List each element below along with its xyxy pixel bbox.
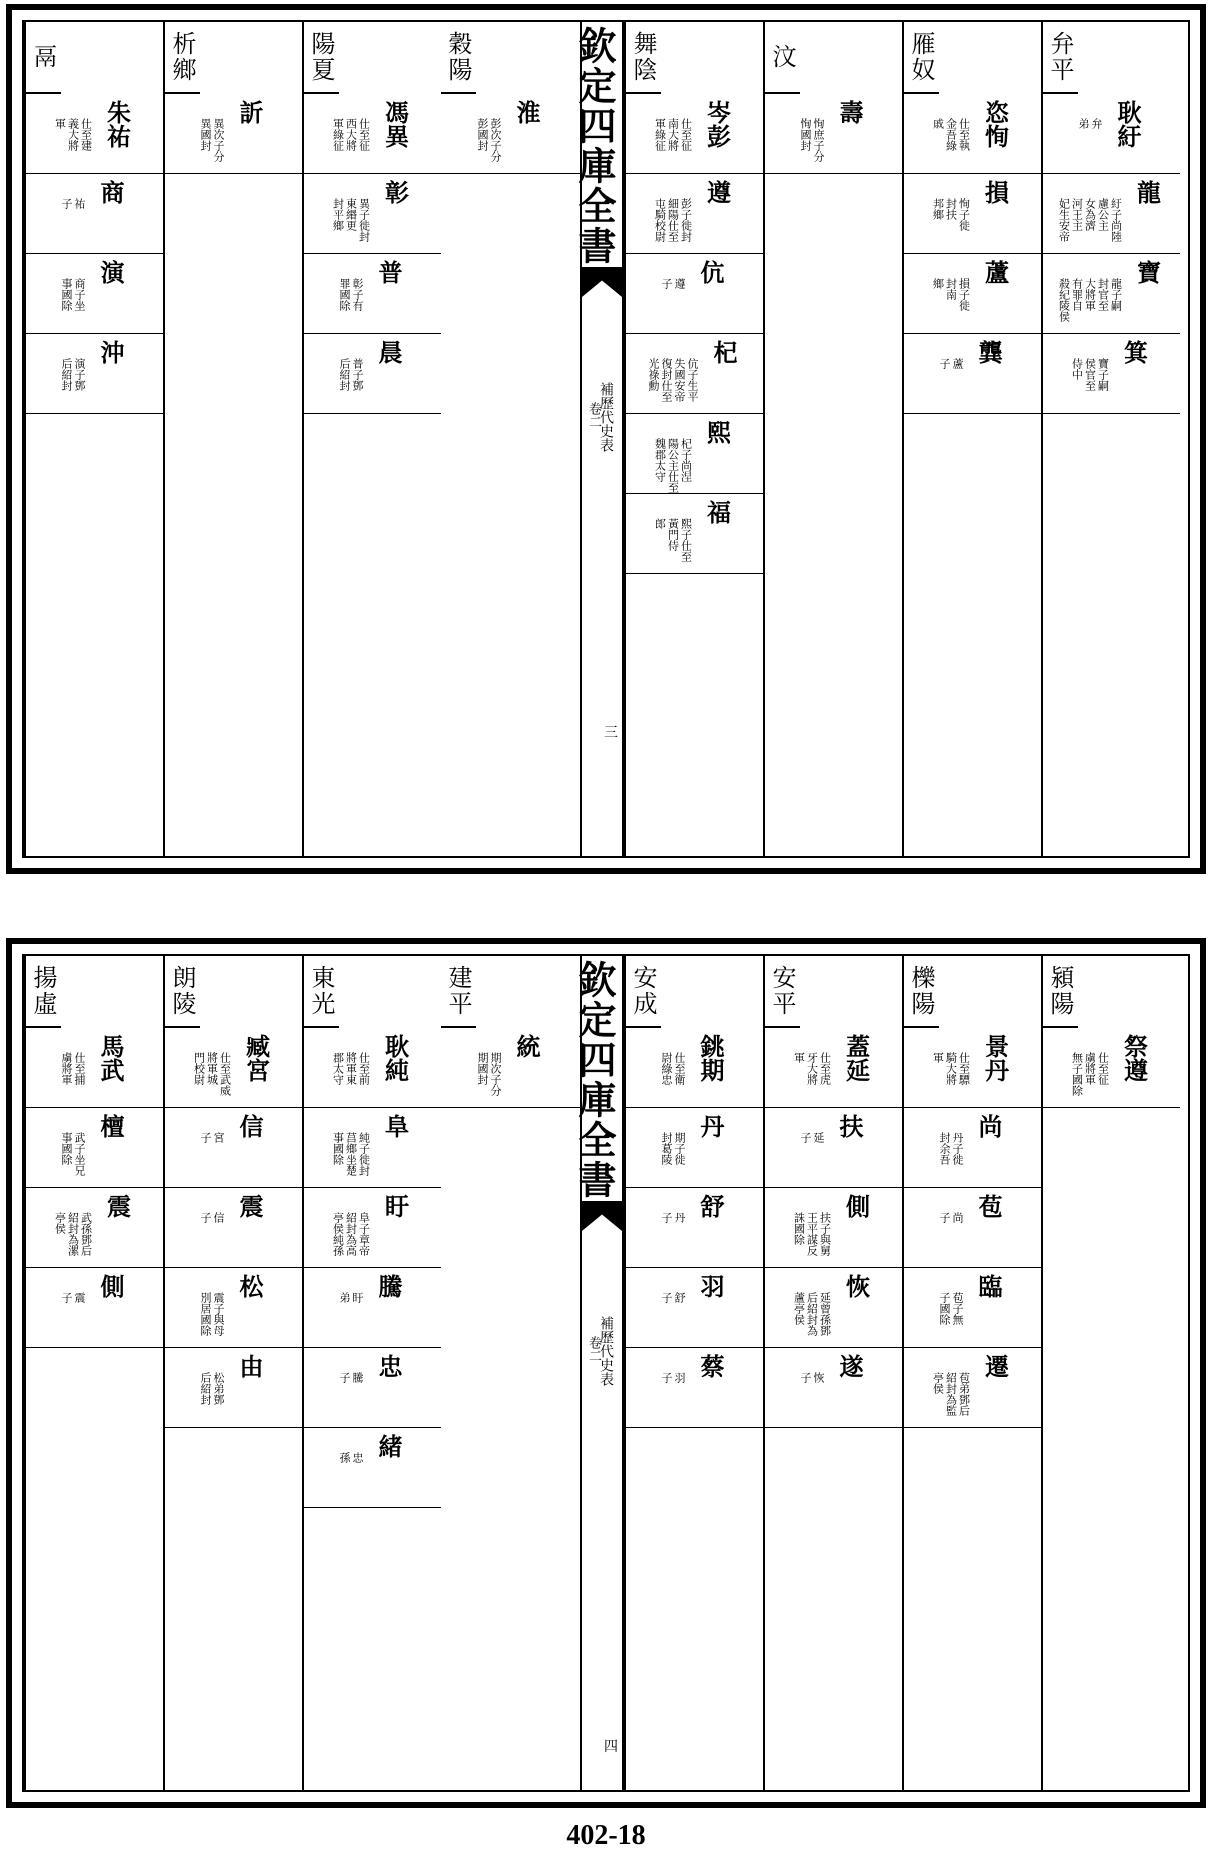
lineage-entry [904,1268,1041,1348]
person-name: 伉 [696,260,725,284]
person-name: 恢 [841,1274,871,1298]
person-name: 耿紆 [1113,100,1142,148]
person-note: 苞弟鄧后 紹封為監 亭侯 [931,1372,971,1416]
fish-tail-mark-icon [582,1201,622,1231]
person-note: 羽 子 [660,1372,686,1383]
person-note: 彰子有 罪國除 [338,278,364,311]
person-note: 彭次子分 彭國封 [476,118,502,162]
person-note: 延曾孫鄧 后紹封為 蘆亭侯 [792,1292,832,1336]
fief-name: 陽夏 [304,22,339,94]
leaf-number: 四 [604,1739,618,1755]
person-name: 景丹 [980,1034,1010,1082]
person-note: 蘆 子 [938,358,964,369]
person-note: 仕至虎 牙大將 軍 [792,1052,832,1085]
bottom-page [6,938,1206,1808]
book-title: 欽定四庫全書 [572,960,617,1200]
person-name: 臧宮 [241,1034,271,1082]
person-name: 遵 [702,180,732,204]
lineage-entry [26,94,163,174]
person-name: 晨 [374,340,403,364]
lineage-entry [26,1268,163,1348]
fief-name: 櫟陽 [904,956,939,1028]
person-note: 宮 子 [199,1132,225,1143]
fief-name: 舞陰 [626,22,661,94]
person-note: 期子徙 封葛陵 [660,1132,686,1165]
section-title: 補歷代史表 [598,382,614,452]
lineage-entry [765,1108,902,1188]
person-name: 銚期 [696,1034,725,1082]
fief-name: 揚虛 [26,956,61,1028]
person-name: 阜 [380,1114,410,1138]
person-note: 熙子仕至 黃門侍 郎 [653,518,693,562]
page-number: 402-18 [566,1820,646,1851]
lineage-entry [165,1188,302,1268]
bottom-right-column-1 [902,956,1041,1790]
person-name: 福 [702,500,732,524]
top-right-column-3 [624,22,763,856]
person-note: 仕至征 虜將軍 無子國除 [1070,1052,1110,1096]
person-name: 寶 [1132,260,1162,284]
lineage-entry [304,1428,441,1508]
person-name: 普 [374,260,403,284]
fief-name: 析鄉 [165,22,200,94]
person-note: 苞子無 子國除 [938,1292,964,1325]
bottom-right-column-2 [763,956,902,1790]
person-name: 震 [102,1194,132,1218]
person-note: 紆子尚陸 慮公主 女為濟 河王主 妃生安帝 [1057,198,1123,242]
person-note: 仕至捕 虜將軍 [60,1052,86,1085]
fief-name: 雁奴 [904,22,939,94]
lineage-entry [626,94,763,174]
fief-name: 鬲 [26,22,61,94]
lineage-entry [441,94,580,174]
lineage-entry [765,1348,902,1428]
person-note: 仕至武威 將軍城 門校尉 [192,1052,232,1096]
person-note: 祐 子 [60,198,86,209]
lineage-entry [626,1028,763,1108]
person-name: 馮異 [380,100,410,148]
person-note: 阜子章帝 紹封為高 亭侯純孫 [331,1212,371,1256]
fief-name: 建平 [441,956,476,1028]
lineage-entry [904,1108,1041,1188]
person-note: 扶子與舅 王平謀反 誅國除 [792,1212,832,1256]
lineage-entry [304,1188,441,1268]
lineage-entry [626,334,763,414]
person-name: 恣恂 [980,100,1010,148]
person-note: 武子坐兄 事國除 [60,1132,86,1176]
person-name: 沖 [96,340,125,364]
section-title: 補歷代史表 [598,1316,614,1386]
lineage-entry [441,1028,580,1108]
person-note: 仕至執 金吾綠 戚 [931,118,971,151]
lineage-entry [304,334,441,414]
person-name: 蘆 [980,260,1010,284]
person-name: 壽 [835,100,864,124]
leaf-number: 三 [604,725,618,741]
person-note: 異次子分 異國封 [199,118,225,162]
person-note: 信 子 [199,1212,225,1223]
lineage-entry [626,1268,763,1348]
person-name: 忠 [374,1354,403,1378]
person-name: 緒 [374,1434,403,1458]
lineage-entry [904,1188,1041,1268]
person-note: 武孫鄧后 紹封為漯 亭侯 [53,1212,93,1256]
lineage-entry [904,254,1041,334]
lineage-entry [26,174,163,254]
fief-name: 弁平 [1043,22,1078,94]
lineage-entry [26,1028,163,1108]
person-name: 馬武 [96,1034,125,1082]
lineage-entry [904,334,1041,414]
person-name: 熙 [702,420,732,444]
lineage-entry [765,1268,902,1348]
top-page [6,4,1206,874]
person-name: 淮 [512,100,541,124]
fief-name: 朗陵 [165,956,200,1028]
lineage-entry [26,1188,163,1268]
person-note: 松弟鄧 后紹封 [199,1372,225,1405]
volume-label: 卷二 [586,402,601,428]
lineage-entry [304,1108,441,1188]
lineage-entry [1043,334,1180,414]
person-note: 伉子生平 失國安帝 復封仕至 光祿勳 [647,358,699,402]
fief-name: 安成 [626,956,661,1028]
person-name: 苞 [974,1194,1003,1218]
person-name: 遂 [835,1354,864,1378]
lineage-entry [1043,1028,1180,1108]
person-note: 杞子尚涅 陽公主仕至 魏郡太守 [653,438,693,493]
lineage-entry [1043,254,1180,334]
lineage-entry [304,94,441,174]
top-left-column-0 [441,22,580,856]
fish-tail-mark-icon [582,267,622,297]
lineage-entry [904,1348,1041,1428]
person-name: 龍 [1132,180,1162,204]
person-name: 檀 [96,1114,125,1138]
lineage-entry [304,1348,441,1428]
lineage-entry [765,1188,902,1268]
person-name: 損 [980,180,1010,204]
top-right-column-0 [1041,22,1180,856]
lineage-entry [626,1348,763,1428]
lineage-entry [304,254,441,334]
person-note: 損子徙 封南 鄉 [931,278,971,311]
person-note: 商子坐 事國除 [60,278,86,311]
person-note: 騰 子 [338,1372,364,1383]
lineage-entry [165,94,302,174]
person-name: 箕 [1119,340,1149,364]
fief-name: 汶 [765,22,800,94]
lineage-entry [165,1028,302,1108]
fief-name: 潁陽 [1043,956,1078,1028]
bottom-left-column-0 [441,956,580,1790]
lineage-entry [1043,174,1180,254]
top-left-column-2 [163,22,302,856]
person-note: 弁 弟 [1077,118,1103,129]
person-note: 尚 子 [938,1212,964,1223]
top-left-column-1 [302,22,441,856]
fief-name: 穀陽 [441,22,476,94]
lineage-entry [626,174,763,254]
person-note: 恢 子 [799,1372,825,1383]
person-name: 杞 [709,340,738,364]
person-name: 尚 [974,1114,1003,1138]
person-name: 騰 [374,1274,403,1298]
person-name: 耿純 [380,1034,410,1082]
person-name: 蓋延 [841,1034,871,1082]
person-name: 震 [235,1194,264,1218]
fief-name: 東光 [304,956,339,1028]
person-note: 異子徙封 東緡更 封平鄉 [331,198,371,242]
person-name: 統 [512,1034,541,1058]
lineage-entry [626,494,763,574]
person-note: 震 子 [60,1292,86,1303]
book-spine [572,956,624,1790]
lineage-entry [765,94,902,174]
person-name: 扶 [835,1114,864,1138]
person-note: 震子與母 別居國除 [199,1292,225,1336]
lineage-entry [26,254,163,334]
bottom-left-column-2 [163,956,302,1790]
person-note: 舒 子 [660,1292,686,1303]
person-note: 普子鄧 后紹封 [338,358,364,391]
person-note: 恂庶子分 恂國封 [799,118,825,162]
volume-label: 卷二 [586,1336,601,1362]
person-name: 信 [235,1114,264,1138]
top-frame [22,20,1190,858]
person-note: 恂子徙 封扶 邦鄉 [931,198,971,231]
person-note: 遵 子 [660,278,686,289]
person-name: 朱祐 [102,100,132,148]
person-note: 龍子嗣 封官至 大將軍 有罪自 殺紀陵侯 [1057,278,1123,322]
lineage-entry [165,1268,302,1348]
person-note: 仕至征 南大將 軍綠征 [653,118,693,151]
bottom-left-column-1 [302,956,441,1790]
person-note: 仕至驃 騎大將 軍 [931,1052,971,1085]
bottom-right-column-0 [1041,956,1180,1790]
person-name: 松 [235,1274,264,1298]
person-name: 遷 [980,1354,1010,1378]
lineage-entry [26,1108,163,1188]
lineage-entry [1043,94,1180,174]
person-note: 仕至征 西大將 軍綠征 [331,118,371,151]
person-note: 仕至建 義大將 軍 [53,118,93,151]
person-note: 期次子分 期國封 [476,1052,502,1096]
lineage-entry [626,414,763,494]
person-note: 延 子 [799,1132,825,1143]
person-note: 彭子徙封 細陽仕至 屯騎校尉 [653,198,693,242]
person-note: 仕至前 將軍東 郡太守 [331,1052,371,1085]
lineage-entry [626,1108,763,1188]
person-note: 盱 弟 [338,1292,364,1303]
top-right-column-2 [763,22,902,856]
lineage-entry [765,1028,902,1108]
person-name: 側 [96,1274,125,1298]
person-name: 演 [96,260,125,284]
person-name: 龔 [974,340,1003,364]
person-note: 丹子徙 封余吾 [938,1132,964,1165]
lineage-entry [304,174,441,254]
person-note: 丹 子 [660,1212,686,1223]
person-note: 純子徙封 莒鄉坐楚 事國除 [331,1132,371,1176]
bottom-left-column-3 [24,956,163,1790]
person-name: 訢 [235,100,264,124]
person-name: 由 [235,1354,264,1378]
person-name: 盱 [380,1194,410,1218]
top-left-column-3 [24,22,163,856]
fief-name: 安平 [765,956,800,1028]
person-note: 寶子嗣 侯官至 侍中 [1070,358,1110,391]
person-name: 丹 [696,1114,725,1138]
lineage-entry [904,94,1041,174]
lineage-entry [904,1028,1041,1108]
lineage-entry [165,1348,302,1428]
person-name: 羽 [696,1274,725,1298]
book-title: 欽定四庫全書 [572,26,617,266]
top-right-column-1 [902,22,1041,856]
lineage-entry [626,1188,763,1268]
book-spine [572,22,624,856]
lineage-entry [165,1108,302,1188]
person-name: 舒 [696,1194,725,1218]
person-name: 側 [841,1194,871,1218]
person-name: 臨 [974,1274,1003,1298]
person-note: 演子鄧 后紹封 [60,358,86,391]
person-note: 仕至衛 尉綠忠 [660,1052,686,1085]
lineage-entry [304,1028,441,1108]
bottom-right-column-3 [624,956,763,1790]
person-name: 祭遵 [1119,1034,1149,1082]
person-name: 岑彭 [702,100,732,148]
bottom-frame [22,954,1190,1792]
lineage-entry [904,174,1041,254]
lineage-entry [26,334,163,414]
person-name: 商 [96,180,125,204]
person-name: 蔡 [696,1354,725,1378]
lineage-entry [626,254,763,334]
person-name: 彰 [380,180,410,204]
lineage-entry [304,1268,441,1348]
person-note: 忠 孫 [338,1452,364,1463]
